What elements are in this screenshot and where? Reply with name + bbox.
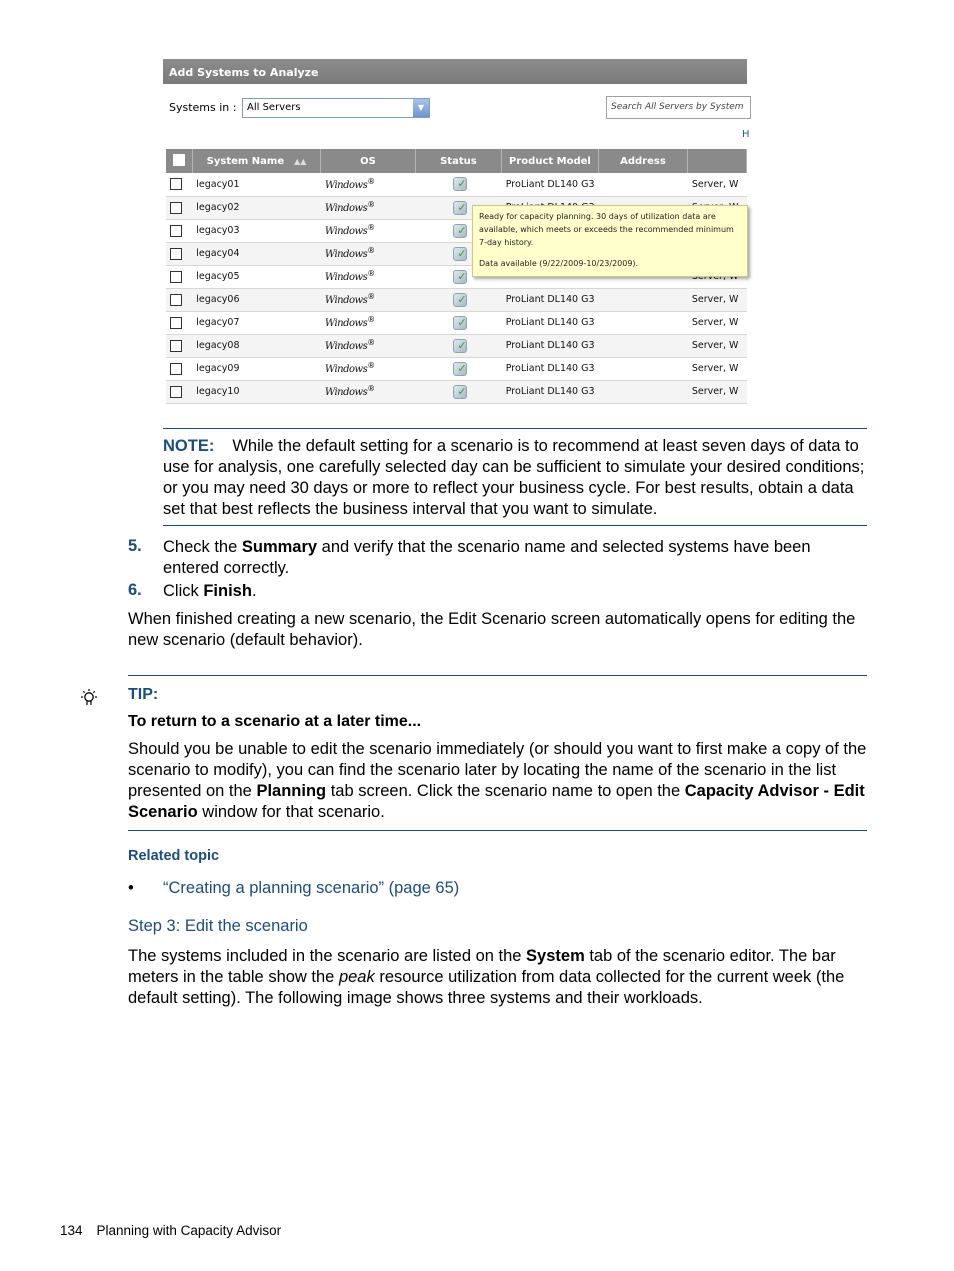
system-name-cell: legacy08 xyxy=(192,334,321,357)
help-link[interactable]: H xyxy=(742,129,750,140)
status-ready-icon[interactable] xyxy=(453,224,467,238)
systems-select-value: All Servers xyxy=(247,102,301,113)
chevron-down-icon[interactable]: ▼ xyxy=(413,99,429,117)
tooltip-line-1: Ready for capacity planning. 30 days of utilization data are available, which meets or exceeds the recommended minimum 7-day history. xyxy=(479,212,734,247)
address-cell xyxy=(598,288,688,311)
model-cell: ProLiant DL140 G3 xyxy=(502,357,598,380)
system-name-cell: legacy03 xyxy=(192,219,321,242)
bullet: • xyxy=(128,879,134,897)
status-ready-icon[interactable] xyxy=(453,362,467,376)
panel-title: Add Systems to Analyze xyxy=(163,59,747,84)
systems-in-label: Systems in : xyxy=(169,101,237,114)
col-status[interactable]: Status xyxy=(415,149,502,173)
note-text: While the default setting for a scenario is to recommend at least seven days of data to use for analysis, one carefully selected day can be sufficient to simulate your desired conditions; or you may need 30 days or more to reflect your business cycle. For best results, obtain a data set that best reflects the business interval that you want to simulate. xyxy=(163,437,865,518)
model-cell: ProLiant DL140 G3 xyxy=(502,311,598,334)
system-name-cell: legacy09 xyxy=(192,357,321,380)
step-5-text: Check the Summary and verify that the scenario name and selected systems have been entered correctly. xyxy=(163,538,811,577)
page-number: 134 xyxy=(60,1223,83,1238)
step-3-heading: Step 3: Edit the scenario xyxy=(128,917,308,935)
step-3-paragraph: The systems included in the scenario are listed on the System tab of the scenario editor. The bar meters in the table show the peak resource utilization from data collected for the current week (the default setting). The following image shows three systems and their workloads. xyxy=(128,947,845,1007)
tooltip-line-2: Data available (9/22/2009-10/23/2009). xyxy=(479,259,639,268)
tip-rule-top xyxy=(128,675,867,676)
status-ready-icon[interactable] xyxy=(453,385,467,399)
table-row[interactable] xyxy=(166,357,747,380)
note-label: NOTE: xyxy=(163,437,215,455)
step-6-text: Click Finish. xyxy=(163,582,257,600)
os-cell: Windows® xyxy=(321,357,415,380)
col-extra[interactable] xyxy=(688,149,747,173)
role-cell: Server, W xyxy=(688,173,747,196)
row-checkbox[interactable] xyxy=(170,340,182,352)
row-checkbox[interactable] xyxy=(170,271,182,283)
role-cell: Server, W xyxy=(688,334,747,357)
note-block xyxy=(163,436,869,520)
status-ready-icon[interactable] xyxy=(453,177,467,191)
system-name-cell: legacy04 xyxy=(192,242,321,265)
lightbulb-icon xyxy=(80,688,98,708)
table-header-row xyxy=(166,149,747,173)
row-checkbox[interactable] xyxy=(170,248,182,260)
table-row[interactable] xyxy=(166,173,747,196)
status-ready-icon[interactable] xyxy=(453,247,467,261)
system-name-cell: legacy07 xyxy=(192,311,321,334)
table-row[interactable] xyxy=(166,380,747,403)
step-5-number: 5. xyxy=(128,537,142,555)
os-cell: Windows® xyxy=(321,265,415,288)
select-all-header[interactable] xyxy=(166,149,192,173)
address-cell xyxy=(598,357,688,380)
os-cell: Windows® xyxy=(321,196,415,219)
status-ready-icon[interactable] xyxy=(453,270,467,284)
step-6-number: 6. xyxy=(128,581,142,599)
os-cell: Windows® xyxy=(321,334,415,357)
address-cell xyxy=(598,173,688,196)
status-ready-icon[interactable] xyxy=(453,293,467,307)
os-cell: Windows® xyxy=(321,311,415,334)
table-row[interactable] xyxy=(166,288,747,311)
model-cell: ProLiant DL140 G3 xyxy=(502,380,598,403)
select-all-checkbox[interactable] xyxy=(173,154,185,166)
os-cell: Windows® xyxy=(321,242,415,265)
table-row[interactable] xyxy=(166,334,747,357)
address-cell xyxy=(598,380,688,403)
system-name-cell: legacy10 xyxy=(192,380,321,403)
system-name-cell: legacy02 xyxy=(192,196,321,219)
systems-select[interactable] xyxy=(242,98,430,118)
row-checkbox[interactable] xyxy=(170,225,182,237)
system-name-cell: legacy05 xyxy=(192,265,321,288)
address-cell xyxy=(598,334,688,357)
page-footer xyxy=(60,1223,281,1238)
tip-rule-bottom xyxy=(128,830,867,831)
row-checkbox[interactable] xyxy=(170,317,182,329)
sort-icon[interactable]: ▲▲ xyxy=(294,156,307,166)
col-os[interactable]: OS xyxy=(321,149,415,173)
status-ready-icon[interactable] xyxy=(453,316,467,330)
row-checkbox[interactable] xyxy=(170,178,182,190)
col-address[interactable]: Address xyxy=(598,149,688,173)
row-checkbox[interactable] xyxy=(170,202,182,214)
row-checkbox[interactable] xyxy=(170,363,182,375)
col-product-model[interactable]: Product Model xyxy=(502,149,598,173)
tip-paragraph: Should you be unable to edit the scenario immediately (or should you want to first make a copy of the scenario to modify), you can find the scenario later by locating the name of the scenario in the list presented on the Planning tab screen. Click the scenario name to open the Capacity Advisor - Edit Scenario window for that scenario. xyxy=(128,740,867,821)
os-cell: Windows® xyxy=(321,380,415,403)
related-topic-heading: Related topic xyxy=(128,848,220,864)
table-row[interactable] xyxy=(166,311,747,334)
address-cell xyxy=(598,311,688,334)
system-name-cell: legacy01 xyxy=(192,173,321,196)
tip-label: TIP: xyxy=(128,686,159,703)
search-input[interactable]: Search All Servers by System xyxy=(606,96,751,119)
note-rule-bottom xyxy=(163,525,867,526)
row-checkbox[interactable] xyxy=(170,386,182,398)
role-cell: Server, W xyxy=(688,357,747,380)
role-cell: Server, W xyxy=(688,288,747,311)
col-system-name[interactable]: System Name ▲▲ xyxy=(192,149,321,173)
os-cell: Windows® xyxy=(321,288,415,311)
row-checkbox[interactable] xyxy=(170,294,182,306)
model-cell: ProLiant DL140 G3 xyxy=(502,173,598,196)
after-steps-paragraph: When finished creating a new scenario, the Edit Scenario screen automatically opens for editing the new scenario (default behavior). xyxy=(128,610,856,649)
status-ready-icon[interactable] xyxy=(453,339,467,353)
add-systems-screenshot xyxy=(163,59,750,407)
model-cell: ProLiant DL140 G3 xyxy=(502,334,598,357)
note-rule-top xyxy=(163,428,867,429)
os-cell: Windows® xyxy=(321,173,415,196)
status-ready-icon[interactable] xyxy=(453,201,467,215)
tip-heading: To return to a scenario at a later time... xyxy=(128,713,422,730)
footer-section-title: Planning with Capacity Advisor xyxy=(96,1223,282,1238)
system-name-cell: legacy06 xyxy=(192,288,321,311)
model-cell: ProLiant DL140 G3 xyxy=(502,288,598,311)
related-topic-link[interactable]: “Creating a planning scenario” (page 65) xyxy=(163,879,460,897)
role-cell: Server, W xyxy=(688,380,747,403)
status-tooltip xyxy=(472,205,748,277)
role-cell: Server, W xyxy=(688,311,747,334)
os-cell: Windows® xyxy=(321,219,415,242)
